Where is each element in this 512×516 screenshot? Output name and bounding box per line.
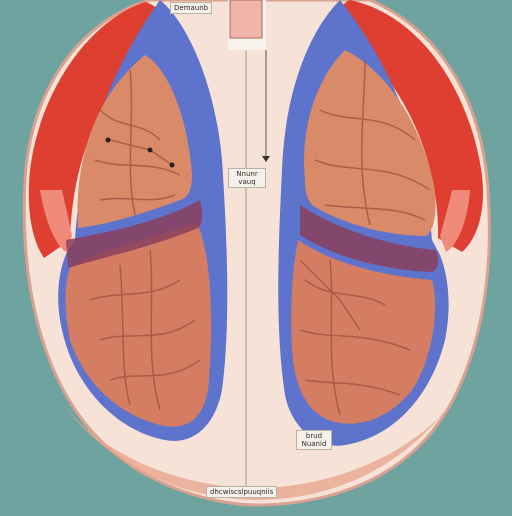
left-marker-dot-1 [106,138,111,143]
trachea-swatch [230,0,262,38]
left-marker-dot-2 [148,148,153,153]
label-center: Nnunr vauq [228,168,266,188]
left-marker-dot-3 [170,163,175,168]
label-bottom: dhcwiscslpuuqniis [206,486,277,498]
label-top: Demaunb [170,2,212,14]
label-right-bottom: brud Nuanid [296,430,332,450]
